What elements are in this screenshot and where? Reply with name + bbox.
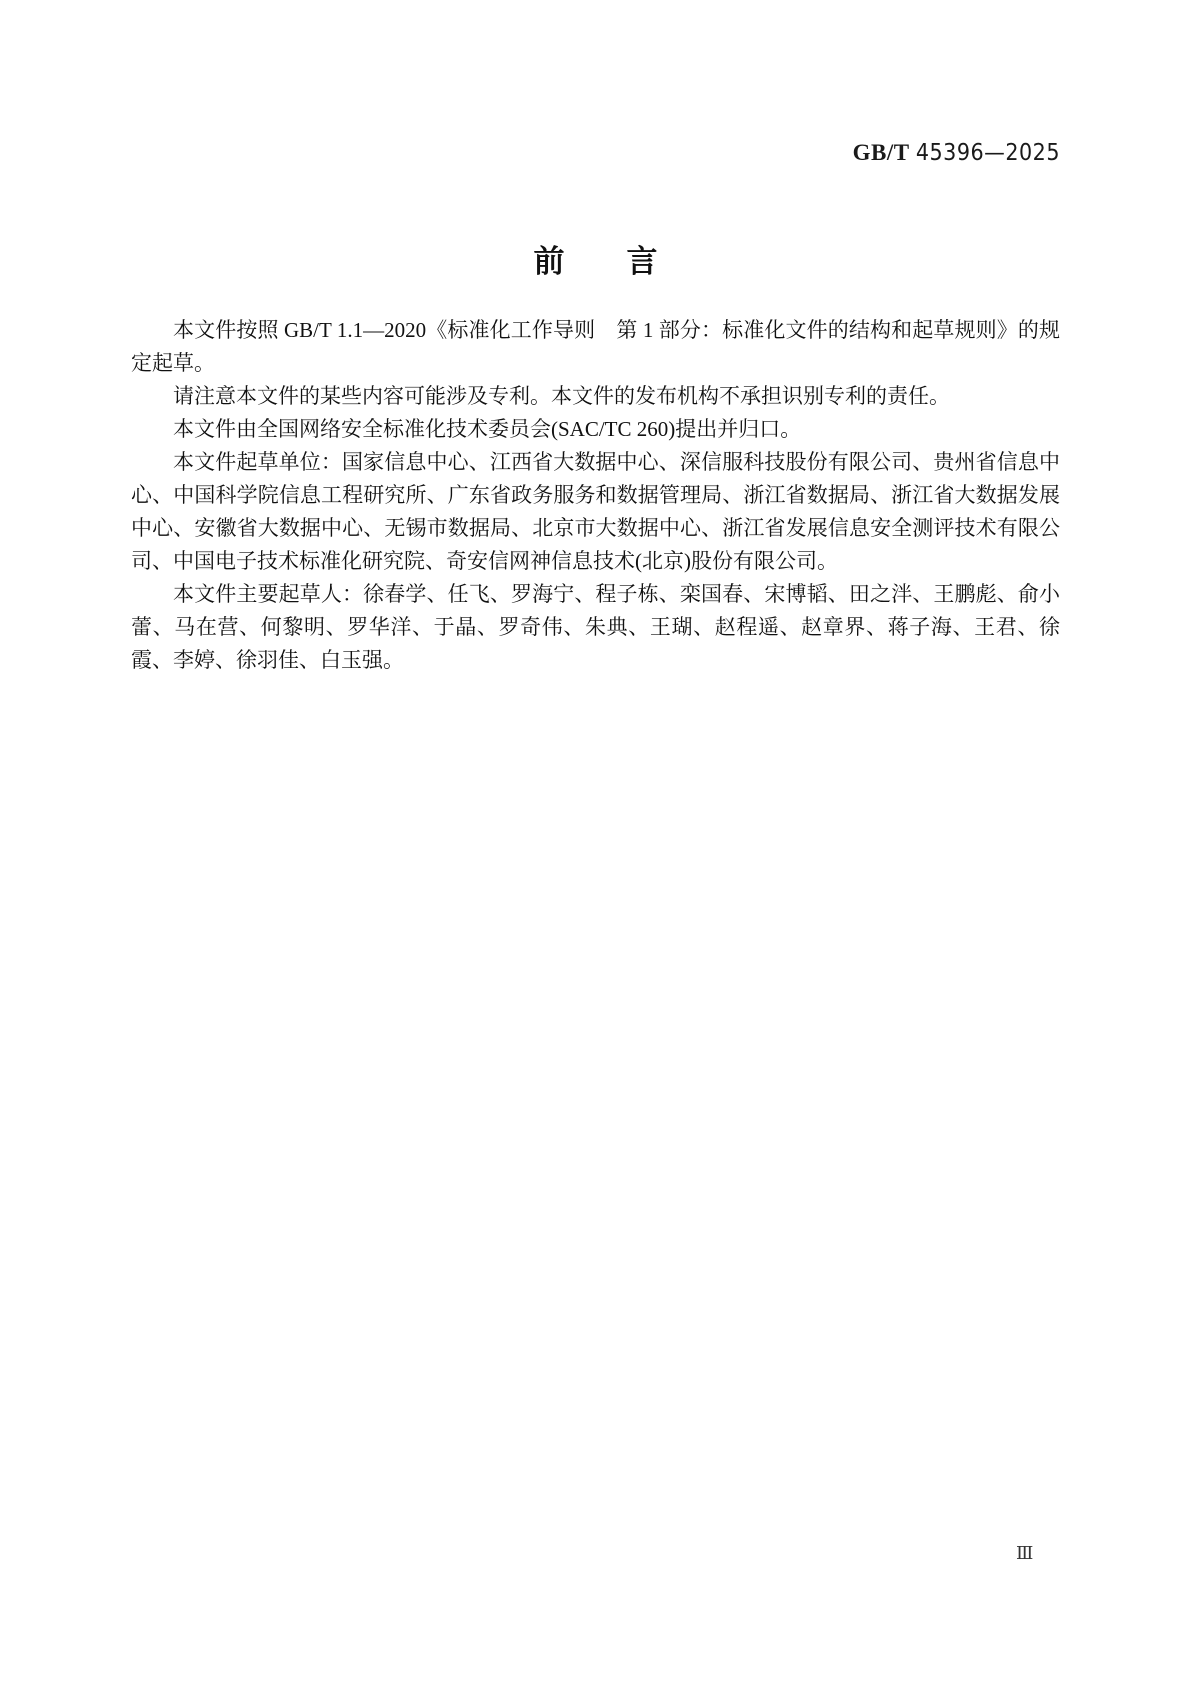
page-title-foreword: 前 言	[533, 244, 658, 279]
paragraph-patent-notice: 请注意本文件的某些内容可能涉及专利。本文件的发布机构不承担识别专利的责任。	[173, 384, 950, 408]
standard-prefix: GB/T	[852, 140, 910, 165]
foreword-body	[131, 314, 1060, 677]
paragraph-proposing-committee: 本文件由全国网络安全标准化技术委员会(SAC/TC 260)提出并归口。	[173, 417, 802, 441]
paragraph-drafting-basis: 本文件按照 GB/T 1.1—2020《标准化工作导则 第 1 部分：标准化文件的结构和起草规则》的规定起草。	[131, 318, 1060, 375]
page-number: Ⅲ	[1016, 1543, 1034, 1563]
paragraph-drafting-organizations: 本文件起草单位：国家信息中心、江西省大数据中心、深信服科技股份有限公司、贵州省信息中心、中国科学院信息工程研究所、广东省政务服务和数据管理局、浙江省数据局、浙江省大数据发展中心、安徽省大数据中心、无锡市数据局、北京市大数据中心、浙江省发展信息安全测评技术有限公司、中国电子技术标准化研究院、奇安信网神信息技术(北京)股份有限公司。	[131, 450, 1060, 573]
standard-code-header	[131, 140, 1060, 166]
paragraph-main-drafters: 本文件主要起草人：徐春学、任飞、罗海宁、程子栋、栾国春、宋博韬、田之泮、王鹏彪、俞小蕾、马在营、何黎明、罗华洋、于晶、罗奇伟、朱典、王瑚、赵程遥、赵章界、蒋子海、王君、徐霞、李婷、徐羽佳、白玉强。	[131, 582, 1060, 672]
standard-number: 45396—2025	[915, 140, 1060, 166]
